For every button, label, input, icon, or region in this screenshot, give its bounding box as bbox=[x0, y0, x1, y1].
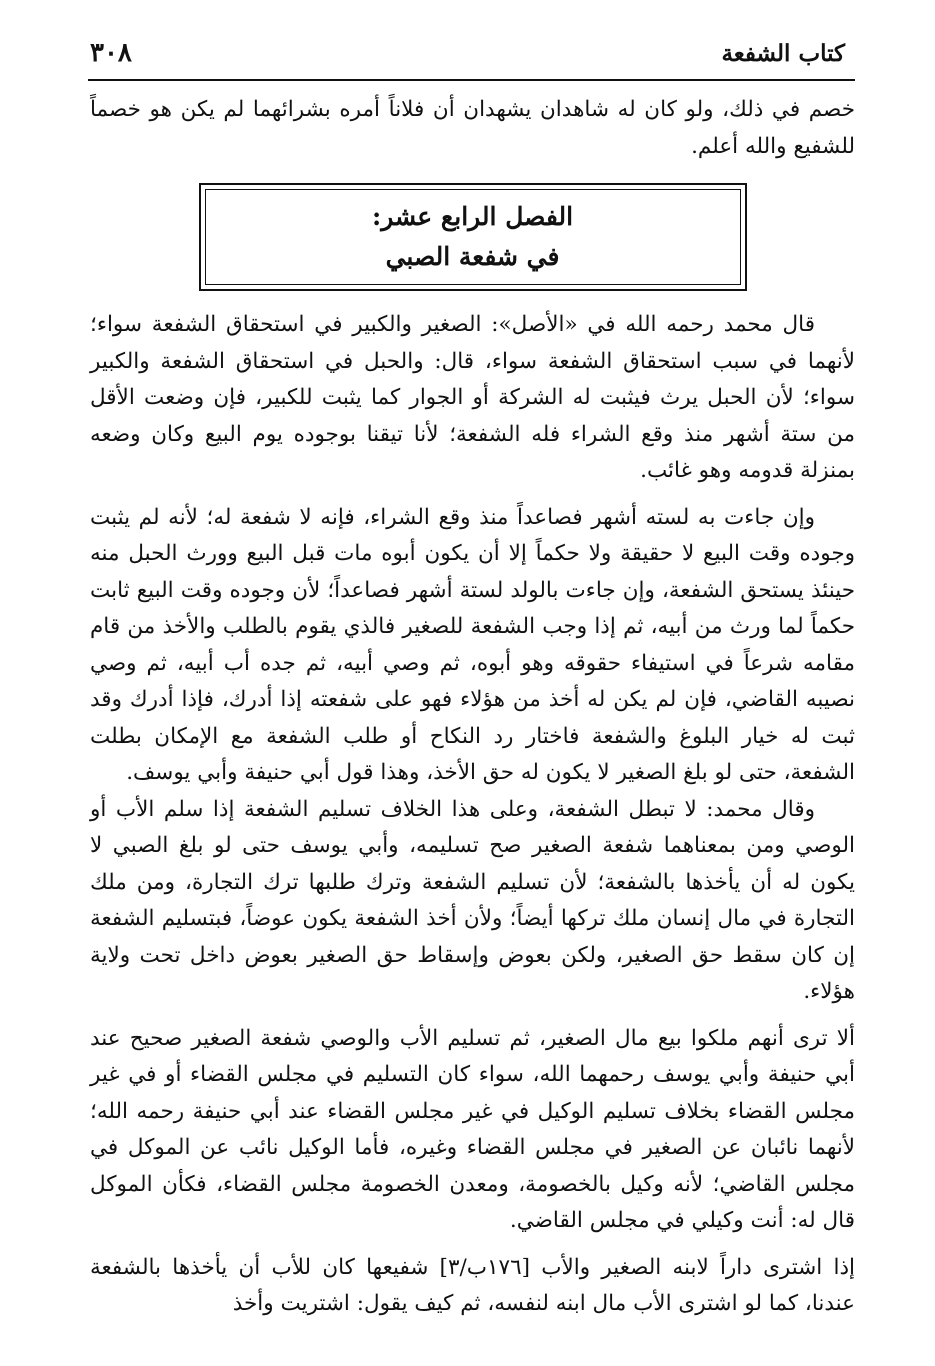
chapter-title-inner-frame bbox=[205, 189, 741, 285]
page-body bbox=[90, 92, 855, 1323]
paragraph-2: وإن جاءت به لسته أشهر فصاعداً منذ وقع الشراء، فإنه لا شفعة له؛ لأنه لم يثبت وجوده وقت البيع لا حقيقة ولا حكماً إلا أن يكون أبوه مات قبل البيع وورث الحبل منه حينئذ يستحق الشفعة، وإن جاءت بالولد لستة أشهر فصاعداً؛ لأن وجوده وقت البيع ثابت حكماً لما ورث من أبيه، ثم إذا وجب الشفعة للصغير فالذي يقوم بالطلب والأخذ من قام مقامه شرعاً في استيفاء حقوقه وهو أبوه، ثم وصي أبيه، ثم جده أب أبيه، ثم وصي نصيبه القاضي، فإن لم يكن له أخذ من هؤلاء فهو على شفعته إذا أدرك، فإذا أدرك وقد ثبت له خيار البلوغ والشفعة فاختار رد النكاح أو طلب الشفعة مع الإمكان بطلت الشفعة، حتى لو بلغ الصغير لا يكون له حق الأخذ، وهذا قول أبي حنيفة وأبي يوسف. bbox=[90, 504, 855, 785]
paragraph-1: قال محمد رحمه الله في «الأصل»: الصغير والكبير في استحقاق الشفعة سواء؛ لأنهما في سبب استحقاق الشفعة سواء، قال: والحبل في استحقاق الشفعة والكبير سواء؛ لأن الحبل يرث فيثبت له الشركة أو الجوار كما يثبت للكبير، فإن وضعت الأقل من ستة أشهر منذ وقع الشراء فله الشفعة؛ لأنا تيقنا بوجوده يوم البيع وكان وضعه بمنزلة قدومه وهو غائب. bbox=[90, 312, 855, 483]
page-number: ٣٠٨ bbox=[90, 38, 132, 68]
chapter-title-line-2: في شفعة الصبي bbox=[385, 242, 560, 271]
page-header bbox=[90, 38, 845, 74]
paragraph-3: وقال محمد: لا تبطل الشفعة، وعلى هذا الخلاف تسليم الشفعة إذا سلم الأب أو الوصي ومن بمعناهما شفعة الصغير صح تسليمه، وأبي يوسف حتى لو بلغ الصبي لا يكون له أن يأخذها بالشفعة؛ لأن تسليم الشفعة وترك طلبها ترك التجارة، ومن ملك التجارة في مال إنسان ملك تركها أيضاً؛ ولأن أخذ الشفعة يكون عوضاً، فبتسليم الشفعة إن كان سقط حق الصغير، ولكن بعوض وإسقاط حق الصغير بعوض داخل تحت ولاية هؤلاء. bbox=[90, 796, 855, 1004]
paragraph-4: ألا ترى أنهم ملكوا بيع مال الصغير، ثم تسليم الأب والوصي شفعة الصغير صحيح عند أبي حنيفة وأبي يوسف رحمهما الله، سواء كان التسليم في مجلس القضاء أو في غير مجلس القضاء بخلاف تسليم الوكيل في غير مجلس القضاء عند أبي حنيفة رحمه الله؛ لأنهما نائبان عن الصغير في مجلس القضاء وغيره، فأما الوكيل نائب عن الموكل في مجلس القاضي؛ لأنه وكيل بالخصومة، ومعدن الخصومة مجلس القضاء، فكأن الموكل قال له: أنت وكيلي في مجلس القاضي. bbox=[90, 1025, 855, 1233]
chapter-title-box bbox=[199, 183, 747, 291]
paragraph-5: إذا اشترى داراً لابنه الصغير والأب [١٧٦ب/٣] شفيعها كان للأب أن يأخذها بالشفعة عندنا، كما لو اشترى الأب مال ابنه لنفسه، ثم كيف يقول: اشتريت وأخذ bbox=[90, 1254, 855, 1316]
running-title: كتاب الشفعة bbox=[721, 40, 845, 67]
header-divider bbox=[88, 79, 855, 81]
chapter-title-line-1: الفصل الرابع عشر: bbox=[371, 202, 574, 231]
intro-paragraph: خصم في ذلك، ولو كان له شاهدان يشهدان أن فلاناً أمره بشرائهما لم يكن هو خصماً للشفيع والله أعلم. bbox=[90, 97, 855, 159]
